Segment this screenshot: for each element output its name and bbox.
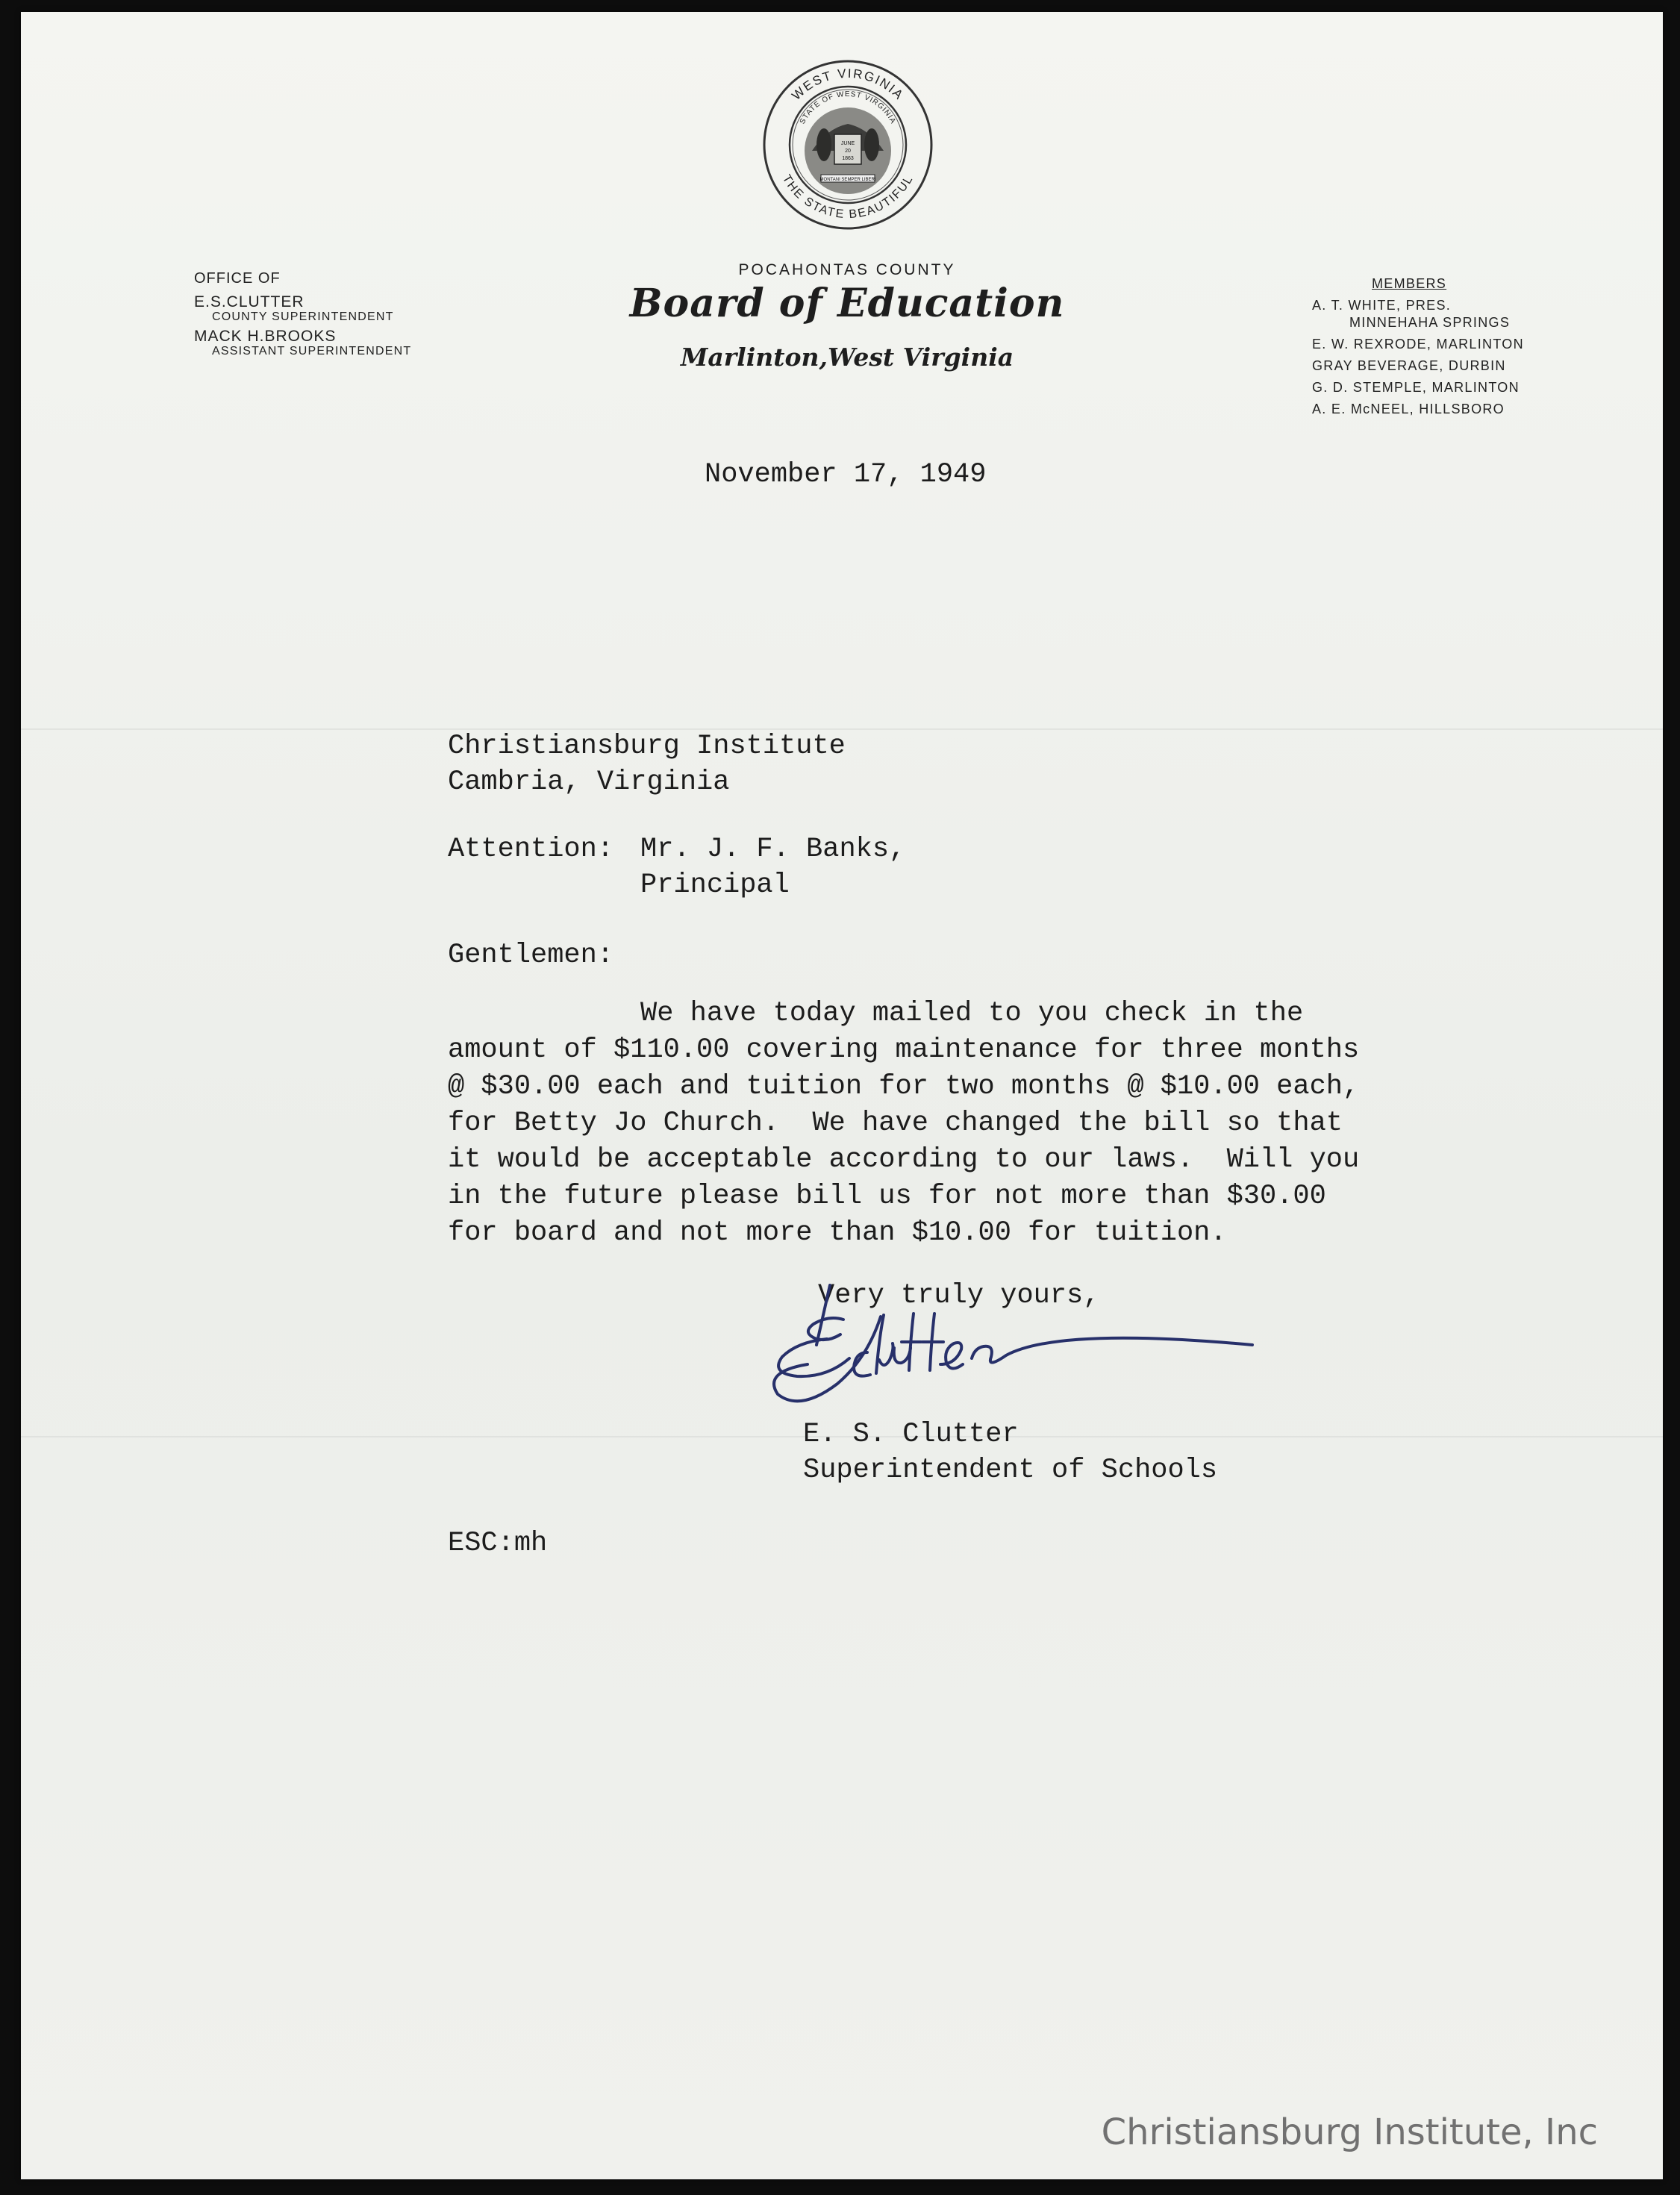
superintendent-title: COUNTY SUPERINTENDENT <box>212 310 394 323</box>
svg-text:STATE OF WEST VIRGINIA: STATE OF WEST VIRGINIA <box>798 90 898 126</box>
closing: Very truly yours, <box>818 1280 1100 1311</box>
assistant-title: ASSISTANT SUPERINTENDENT <box>212 345 412 357</box>
recipient-line: Cambria, Virginia <box>448 766 730 798</box>
superintendent-name: E.S.CLUTTER <box>194 293 305 310</box>
members-heading: MEMBERS <box>1372 276 1447 291</box>
member-item: A. E. McNEEL, HILLSBORO <box>1312 402 1505 416</box>
typist-initials: ESC:mh <box>448 1528 548 1559</box>
member-item: GRAY BEVERAGE, DURBIN <box>1312 358 1506 373</box>
svg-text:1863: 1863 <box>842 156 854 161</box>
west-virginia-seal <box>758 55 937 234</box>
attention-name: Mr. J. F. Banks, <box>640 834 906 865</box>
recipient-line: Christiansburg Institute <box>448 731 846 762</box>
member-item: E. W. REXRODE, MARLINTON <box>1312 337 1524 352</box>
attention-title: Principal <box>640 869 790 901</box>
member-item: A. T. WHITE, PRES. <box>1312 298 1452 313</box>
member-item: MINNEHAHA SPRINGS <box>1349 315 1511 330</box>
signer-title: Superintendent of Schools <box>803 1455 1218 1486</box>
svg-text:THE STATE BEAUTIFUL: THE STATE BEAUTIFUL <box>779 172 916 222</box>
letterhead-office <box>194 269 411 361</box>
body-line: it would be acceptable according to our laws. Will you <box>448 1144 1360 1175</box>
svg-text:MONTANI SEMPER LIBERI: MONTANI SEMPER LIBERI <box>819 178 876 182</box>
letterhead-members <box>1312 273 1524 420</box>
svg-text:20: 20 <box>845 149 851 154</box>
body-line: for Betty Jo Church. We have changed the bill so that <box>448 1108 1343 1139</box>
letter-date: November 17, 1949 <box>705 459 987 490</box>
signer-name: E. S. Clutter <box>803 1419 1019 1450</box>
watermark: Christiansburg Institute, Inc <box>1101 2111 1598 2153</box>
member-item: G. D. STEMPLE, MARLINTON <box>1312 380 1520 395</box>
body-line: amount of $110.00 covering maintenance for three months <box>448 1034 1360 1066</box>
body-line: in the future please bill us for not more than $30.00 <box>448 1181 1326 1212</box>
board-location: Marlinton,West Virginia <box>680 343 1014 372</box>
salutation: Gentlemen: <box>448 940 614 971</box>
assistant-name: MACK H.BROOKS <box>194 328 337 345</box>
office-label: OFFICE OF <box>194 270 281 287</box>
letterhead-center <box>522 261 1172 376</box>
handwritten-signature <box>755 1276 1337 1418</box>
attention-label: Attention: <box>448 834 614 865</box>
svg-text:WEST VIRGINIA: WEST VIRGINIA <box>789 66 907 103</box>
svg-text:JUNE: JUNE <box>840 141 855 146</box>
body-line: @ $30.00 each and tuition for two months @ $10.00 each, <box>448 1071 1360 1102</box>
county-name: POCAHONTAS COUNTY <box>738 261 956 278</box>
board-name: Board of Education <box>629 281 1065 326</box>
body-line: for board and not more than $10.00 for tuition. <box>448 1217 1227 1249</box>
body-line: We have today mailed to you check in the <box>640 998 1304 1029</box>
